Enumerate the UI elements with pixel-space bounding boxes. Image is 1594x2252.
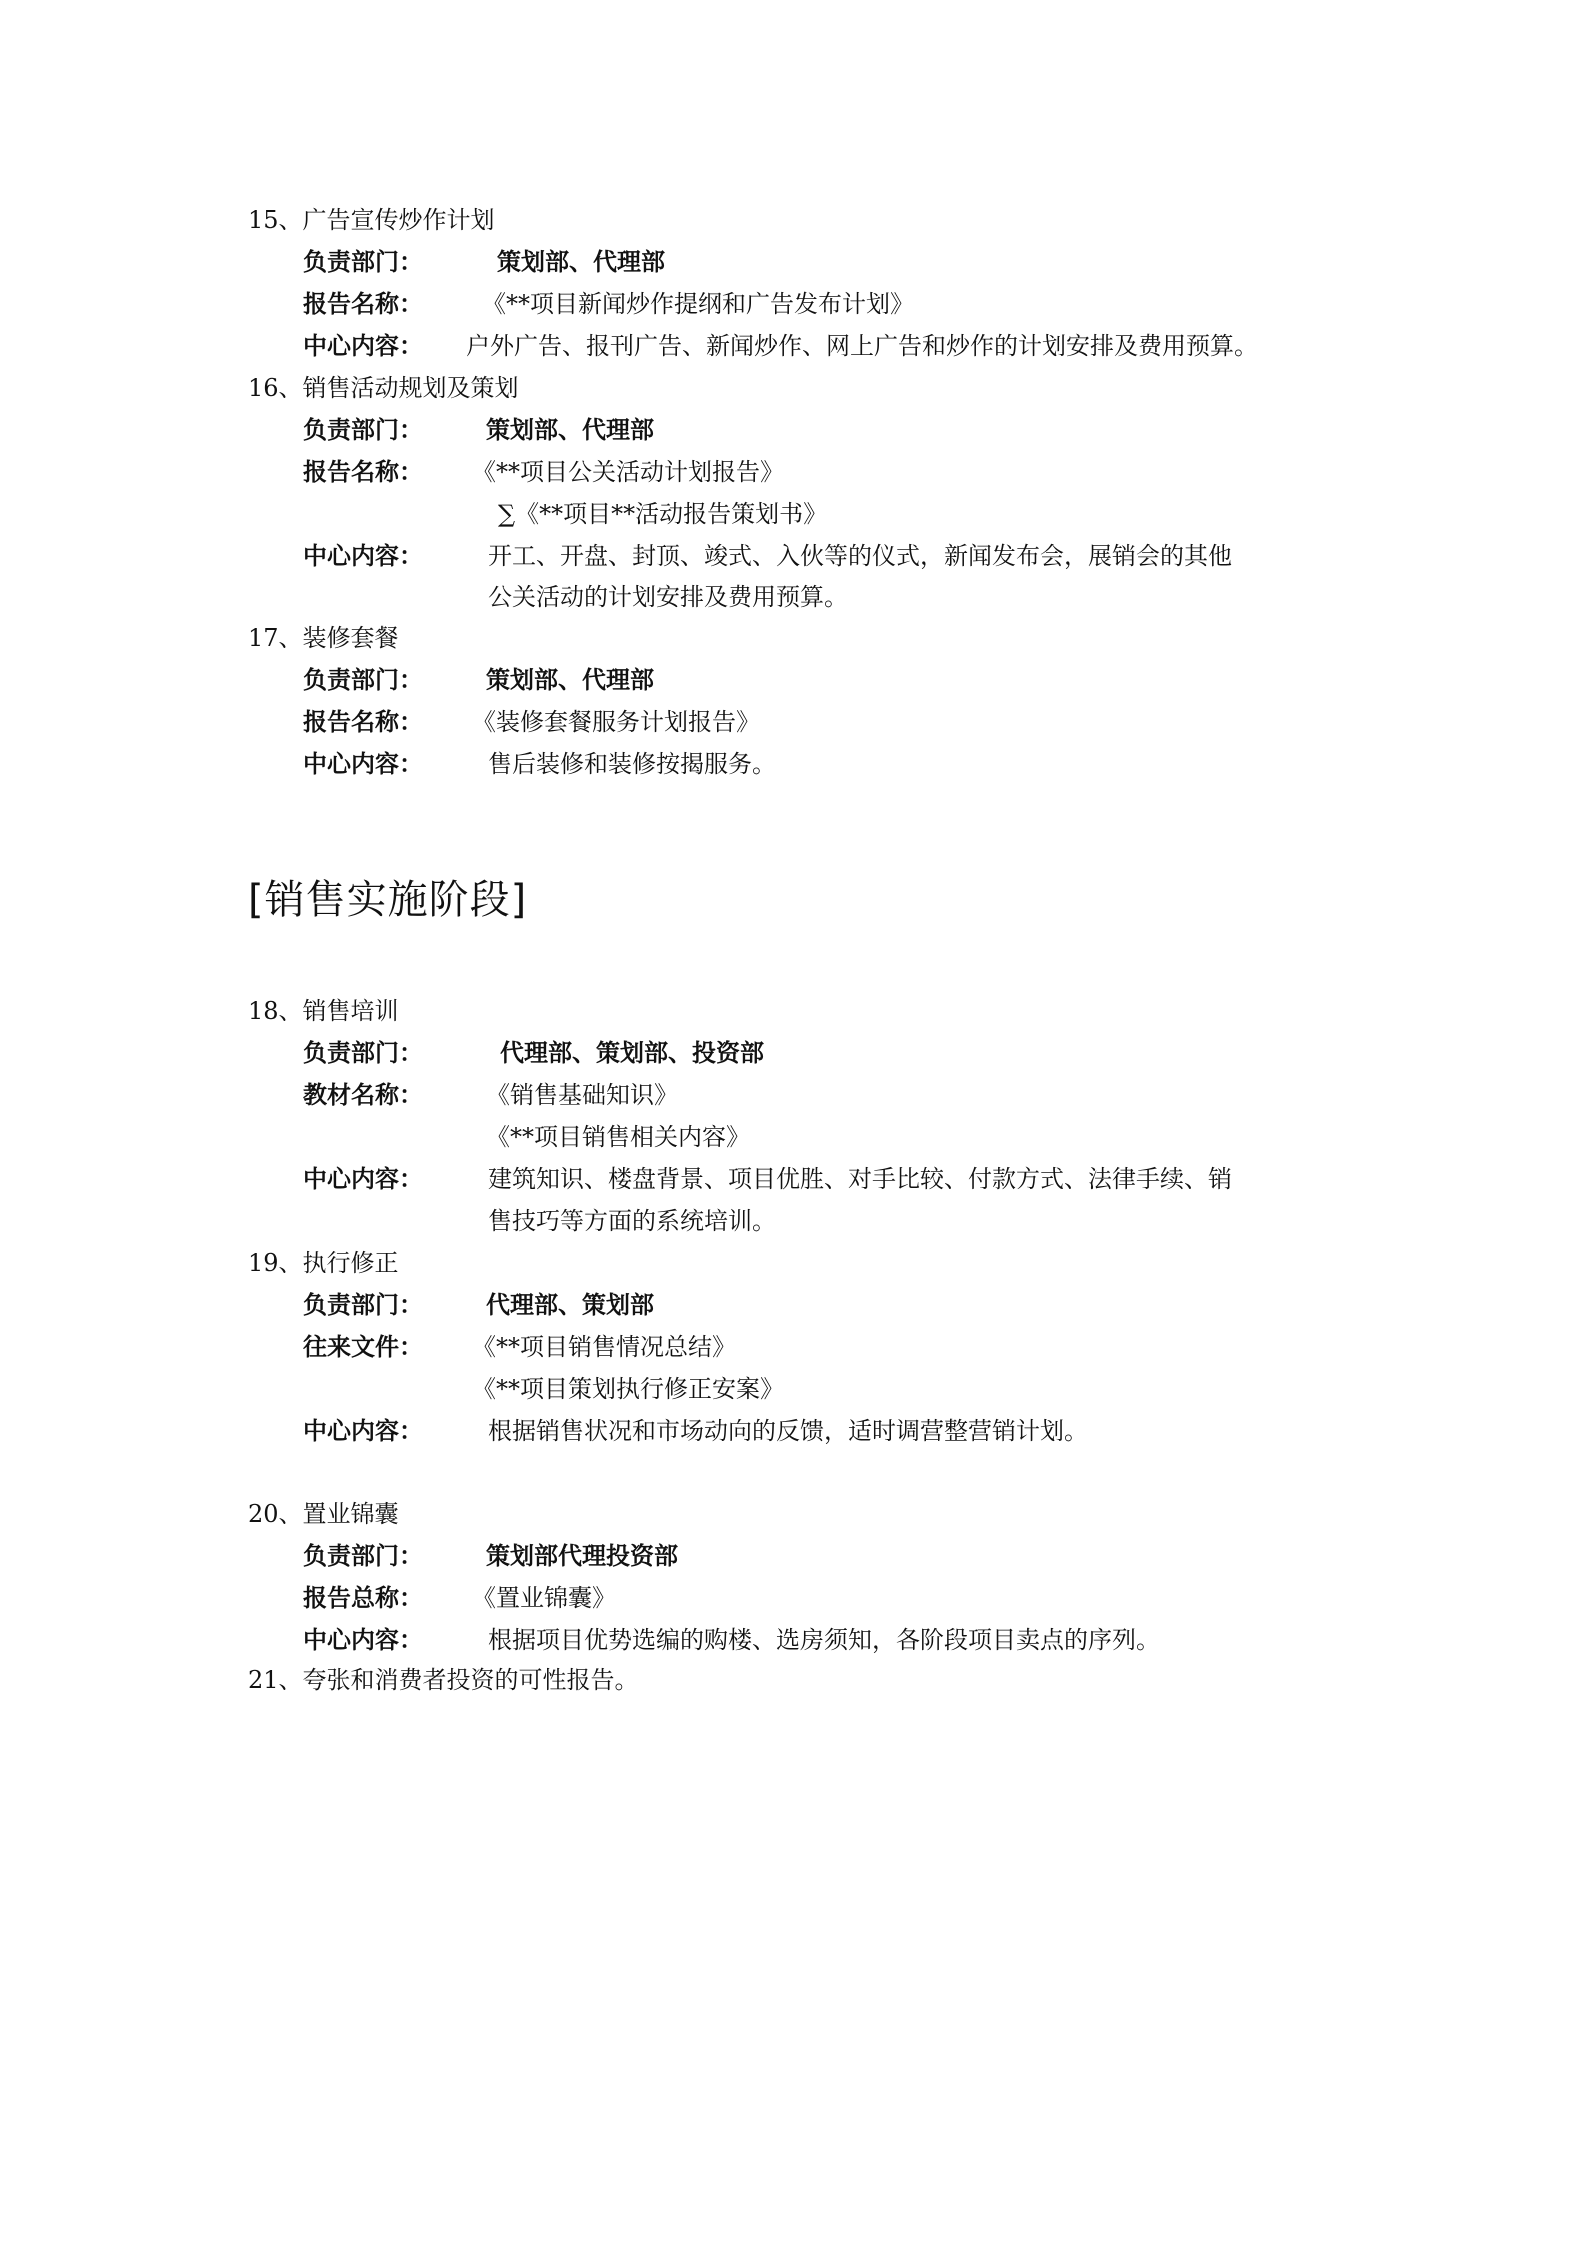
item-17-report-label: 报告名称： [303,708,423,736]
item-19-docs-label: 往来文件： [303,1333,423,1361]
item-17-heading: 17、装修套餐 [248,624,399,652]
item-15-dept-label: 负责部门： [303,248,423,276]
item-20-heading: 20、置业锦囊 [248,1500,399,1528]
item-17-content-label: 中心内容： [303,750,423,778]
item-20-report-value: 《置业锦囊》 [472,1584,616,1612]
item-17-dept-label: 负责部门： [303,666,423,694]
item-20-report-label: 报告总称： [303,1584,423,1612]
item-19-content-value: 根据销售状况和市场动向的反馈，适时调营整营销计划。 [488,1417,1088,1445]
item-18-material-value: 《销售基础知识》 [486,1081,678,1109]
item-16-content-label: 中心内容： [303,542,423,570]
item-18-material-label: 教材名称： [303,1081,423,1109]
item-15-report-label: 报告名称： [303,290,423,318]
item-19-dept-label: 负责部门： [303,1291,423,1319]
item-16-report-value: 《**项目公关活动计划报告》 [472,458,784,486]
item-15-report-value: 《**项目新闻炒作提纲和广告发布计划》 [482,290,914,318]
stage-title: [销售实施阶段] [248,877,528,923]
item-18-material-value-2: 《**项目销售相关内容》 [486,1123,750,1151]
item-16-heading: 16、销售活动规划及策划 [248,374,519,402]
item-20-dept-label: 负责部门： [303,1542,423,1570]
item-18-dept-label: 负责部门： [303,1039,423,1067]
item-16-content-value-2: 公关活动的计划安排及费用预算。 [488,583,848,611]
item-16-dept-value: 策划部、代理部 [486,416,654,444]
item-16-dept-label: 负责部门： [303,416,423,444]
item-20-dept-value: 策划部代理投资部 [486,1542,678,1570]
item-16-report-label: 报告名称： [303,458,423,486]
item-15-content-value: 户外广告、报刊广告、新闻炒作、网上广告和炒作的计划安排及费用预算。 [466,332,1258,360]
item-21-heading: 21、夸张和消费者投资的可性报告。 [248,1666,639,1694]
item-19-heading: 19、执行修正 [248,1249,399,1277]
item-19-docs-value-2: 《**项目策划执行修正安案》 [472,1375,784,1403]
item-18-dept-value: 代理部、策划部、投资部 [500,1039,764,1067]
item-15-heading: 15、广告宣传炒作计划 [248,206,495,234]
item-17-dept-value: 策划部、代理部 [486,666,654,694]
item-15-content-label: 中心内容： [303,332,423,360]
item-16-report-value-2: ∑《**项目**活动报告策划书》 [498,500,828,528]
item-19-docs-value: 《**项目销售情况总结》 [472,1333,736,1361]
item-19-dept-value: 代理部、策划部 [486,1291,654,1319]
item-18-content-value-2: 售技巧等方面的系统培训。 [488,1207,776,1235]
item-15-dept-value: 策划部、代理部 [497,248,665,276]
item-17-content-value: 售后装修和装修按揭服务。 [488,750,776,778]
item-19-content-label: 中心内容： [303,1417,423,1445]
item-20-content-value: 根据项目优势选编的购楼、选房须知，各阶段项目卖点的序列。 [488,1626,1160,1654]
item-18-heading: 18、销售培训 [248,997,399,1025]
item-20-content-label: 中心内容： [303,1626,423,1654]
item-18-content-label: 中心内容： [303,1165,423,1193]
item-16-content-value: 开工、开盘、封顶、竣式、入伙等的仪式，新闻发布会，展销会的其他 [488,542,1232,570]
item-17-report-value: 《装修套餐服务计划报告》 [472,708,760,736]
item-18-content-value: 建筑知识、楼盘背景、项目优胜、对手比较、付款方式、法律手续、销 [488,1165,1232,1193]
